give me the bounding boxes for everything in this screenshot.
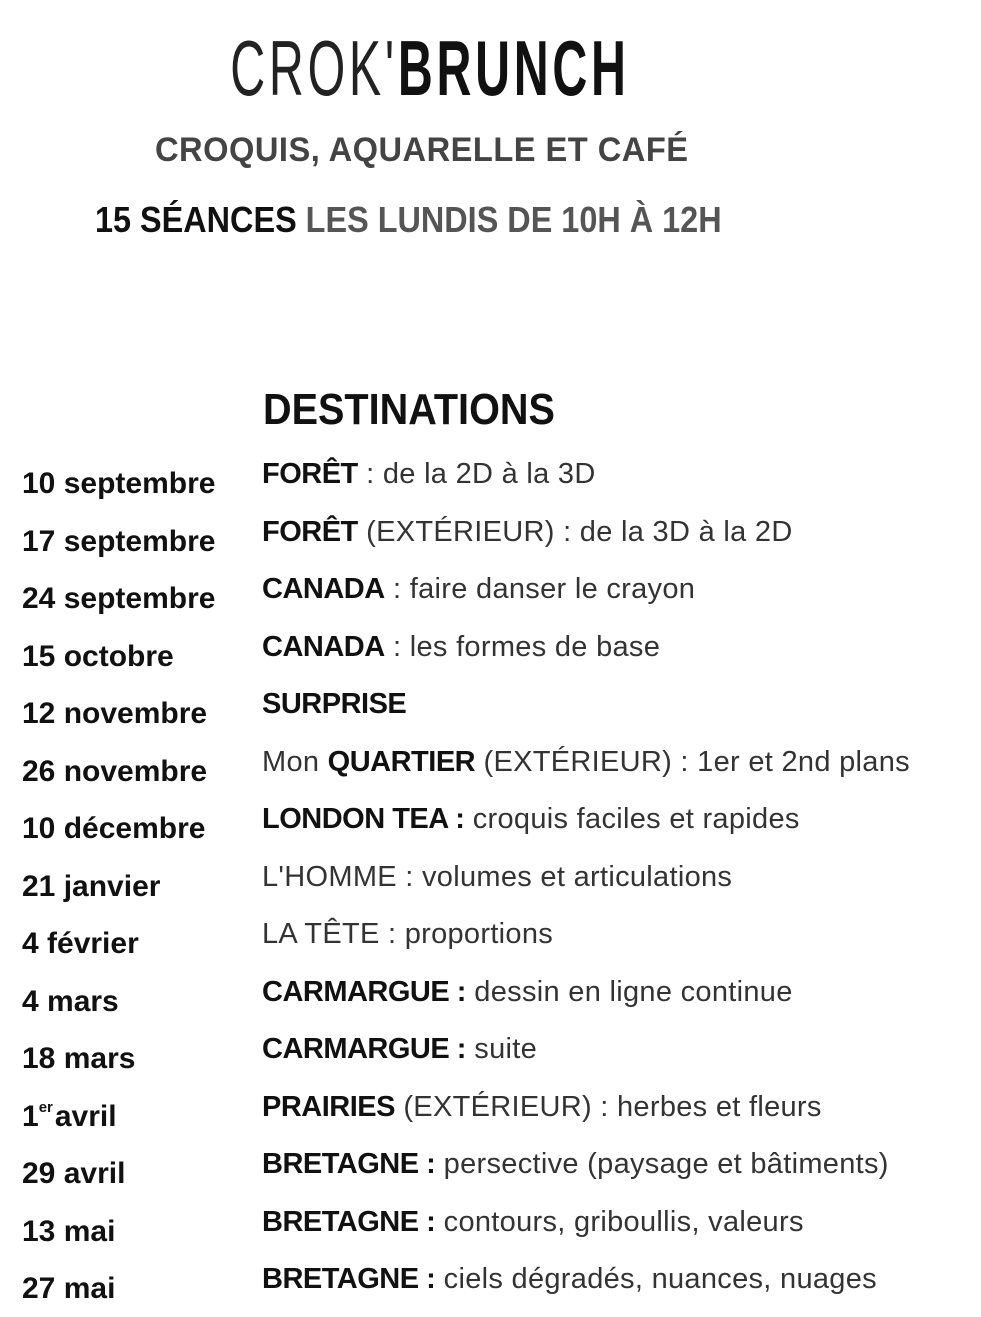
brand-title	[163, 18, 696, 118]
session-description: CANADA : les formes de base	[262, 630, 661, 663]
subtitle: CROQUIS, AQUARELLE ET CAFÉ	[155, 131, 689, 169]
schedule-row	[0, 906, 981, 963]
session-date: 4 février	[22, 927, 139, 960]
sessions-count: 15 SÉANCES	[95, 199, 297, 240]
schedule-row	[0, 676, 981, 733]
session-description: SURPRISE	[262, 688, 407, 720]
schedule-row	[0, 964, 981, 1021]
schedule-row	[0, 619, 981, 676]
session-date: 29 avril	[22, 1157, 126, 1190]
brand-light: CROK'	[230, 24, 398, 112]
schedule-row	[0, 1021, 981, 1078]
session-description: FORÊT : de la 2D à la 3D	[262, 458, 596, 490]
session-date: 26 novembre	[22, 754, 208, 788]
sessions-line	[95, 196, 722, 244]
session-date: 10 décembre	[22, 812, 206, 845]
session-date: 21 janvier	[22, 869, 161, 903]
schedule-row	[0, 849, 981, 906]
session-description: PRAIRIES (EXTÉRIEUR) : herbes et fleurs	[262, 1090, 822, 1123]
session-description: CARMARGUE : suite	[262, 1033, 538, 1065]
session-description: Mon QUARTIER (EXTÉRIEUR) : 1er et 2nd plans	[262, 745, 910, 778]
session-description: FORÊT (EXTÉRIEUR) : de la 3D à la 2D	[262, 515, 793, 548]
schedule-row	[0, 561, 981, 618]
session-description: L'HOMME : volumes et articulations	[262, 860, 733, 893]
schedule-row	[0, 504, 981, 561]
schedule-row	[0, 1251, 981, 1308]
destinations-title: DESTINATIONS	[263, 385, 555, 434]
sessions-schedule: LES LUNDIS DE 10H À 12H	[296, 199, 722, 240]
schedule-row	[0, 1194, 981, 1251]
session-description: CANADA : faire danser le crayon	[262, 573, 696, 605]
session-date: 17 septembre	[22, 524, 216, 558]
session-date: 12 novembre	[22, 697, 208, 730]
schedule-row	[0, 1136, 981, 1193]
schedule-row	[0, 734, 981, 791]
brand-bold: BRUNCH	[397, 24, 630, 112]
session-date: 24 septembre	[22, 582, 216, 615]
session-date: 18 mars	[22, 1042, 136, 1075]
session-date: 10 septembre	[22, 467, 216, 500]
session-description: CARMARGUE : dessin en ligne continue	[262, 975, 793, 1008]
session-date: 4 mars	[22, 984, 119, 1018]
session-date: 27 mai	[22, 1272, 116, 1305]
schedule-row	[0, 791, 981, 848]
session-description: LA TÊTE : proportions	[262, 918, 554, 950]
session-description: BRETAGNE : ciels dégradés, nuances, nuages	[262, 1263, 877, 1295]
session-description: BRETAGNE : contours, griboullis, valeurs	[262, 1205, 804, 1238]
session-date: 15 octobre	[22, 639, 174, 673]
session-date: 1eravril	[22, 1098, 117, 1133]
session-date: 13 mai	[22, 1214, 116, 1248]
session-description: BRETAGNE : persective (paysage et bâtiments)	[262, 1148, 889, 1180]
session-description: LONDON TEA : croquis faciles et rapides	[262, 803, 800, 835]
schedule-row	[0, 1079, 981, 1136]
schedule-row	[0, 446, 981, 503]
